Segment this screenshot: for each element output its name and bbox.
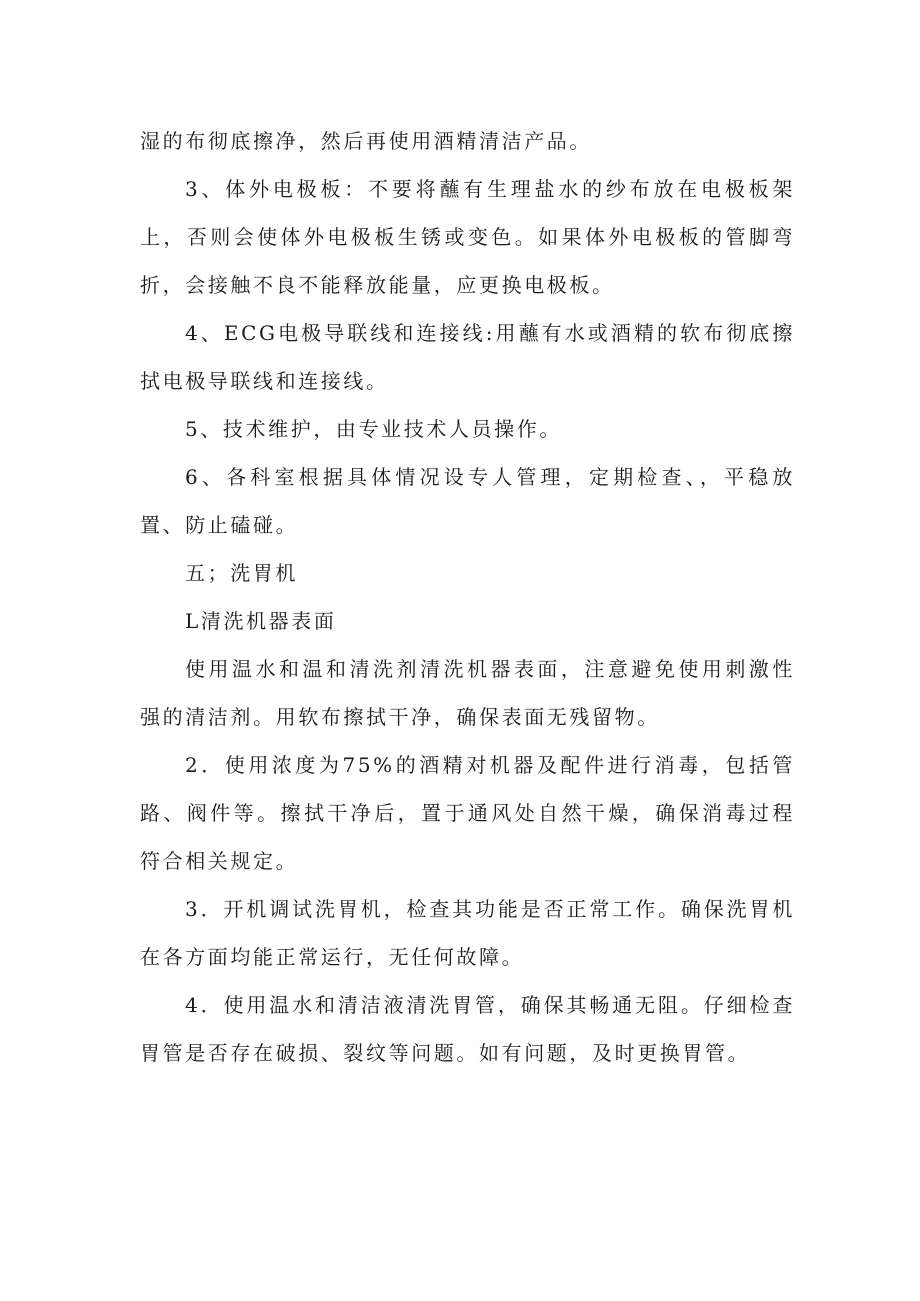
paragraph-continuation: 湿的布彻底擦净，然后再使用酒精清洁产品。 bbox=[140, 129, 592, 153]
paragraph-machine-testing: 3．开机调试洗胃机，检查其功能是否正常工作。确保洗胃机在各方面均能正常运行，无任何故障。 bbox=[140, 897, 795, 969]
paragraph-item-5-maintenance: 5、技术维护，由专业技术人员操作。 bbox=[185, 417, 562, 441]
subheading-clean-surface: L清洗机器表面 bbox=[185, 609, 337, 633]
paragraph-surface-cleaning: 使用温水和温和清洗剂清洗机器表面，注意避免使用刺激性强的清洁剂。用软布擦拭干净，确保表面无残留物。 bbox=[140, 657, 795, 729]
paragraph-disinfection: 2．使用浓度为75%的酒精对机器及配件进行消毒，包括管路、阀件等。擦拭干净后，置于通风处自然干燥，确保消毒过程符合相关规定。 bbox=[140, 753, 795, 873]
section-heading-gastric-lavage: 五；洗胃机 bbox=[185, 561, 298, 585]
paragraph-item-3-external-electrode: 3、体外电极板：不要将蘸有生理盐水的纱布放在电极板架上，否则会使体外电极板生锈或变色。如果体外电极板的管脚弯折，会接触不良不能释放能量，应更换电极板。 bbox=[140, 177, 795, 297]
paragraph-item-4-ecg-leads: 4、ECG电极导联线和连接线:用蘸有水或酒精的软布彻底擦拭电极导联线和连接线。 bbox=[140, 321, 795, 393]
paragraph-item-6-management: 6、各科室根据具体情况设专人管理，定期检查、，平稳放置、防止磕碰。 bbox=[140, 465, 795, 537]
paragraph-tube-cleaning: 4．使用温水和清洁液清洗胃管，确保其畅通无阻。仔细检查胃管是否存在破损、裂纹等问题。如有问题，及时更换胃管。 bbox=[140, 993, 795, 1065]
document-body bbox=[140, 117, 795, 1077]
